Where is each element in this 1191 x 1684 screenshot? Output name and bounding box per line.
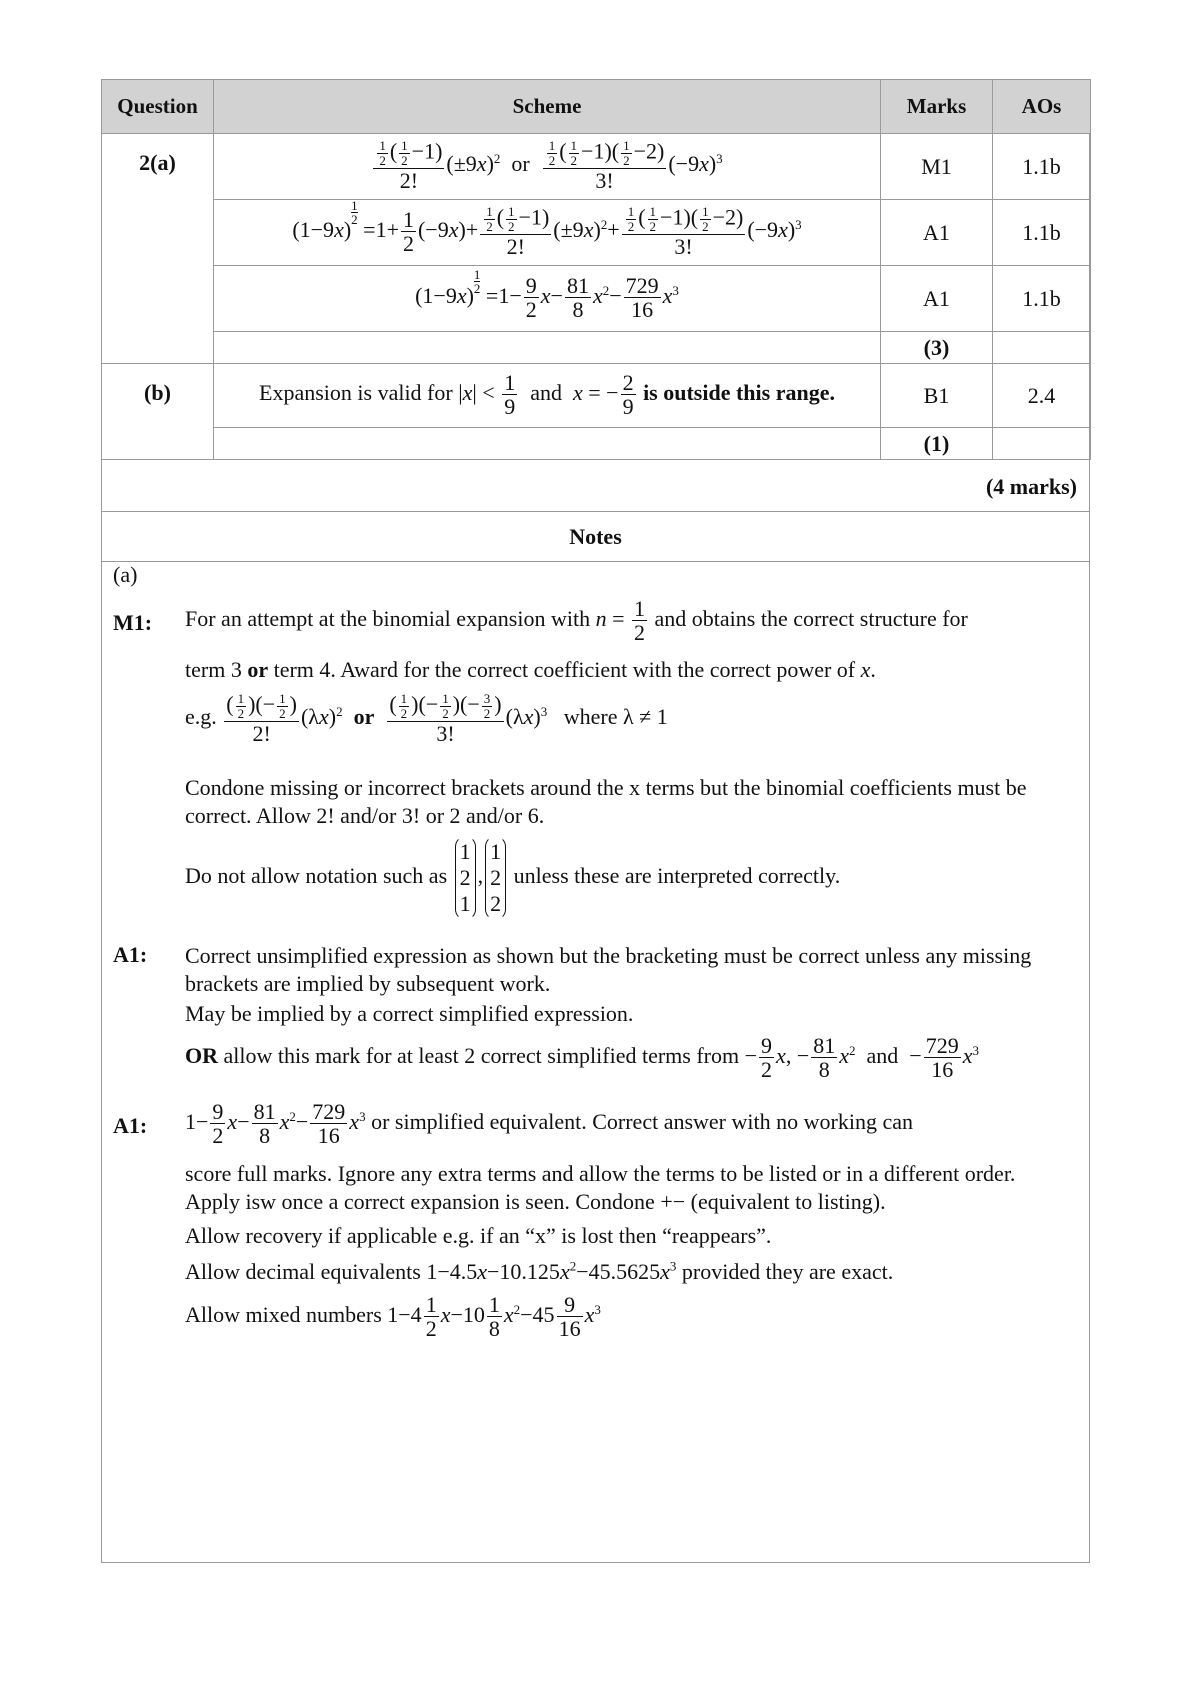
table-row	[102, 134, 1091, 200]
header-scheme: Scheme	[214, 80, 881, 134]
mark-b1: B1	[881, 364, 993, 428]
m1-condone: Condone missing or incorrect brackets around the x terms but the binomial coefficients must be correct. Allow 2! and/or 3! or 2 and/or 6.	[185, 775, 1027, 828]
mark-scheme-table	[101, 79, 1091, 460]
m1-notation: Do not allow notation such as 1 2 1,1 2 2 unless these are interpreted correctly.	[185, 836, 1085, 920]
notes-part-a: (a)	[113, 562, 138, 587]
a1-text1: Correct unsimplified expression as shown but the bracketing must be correct unless any missing brackets are implied by subsequent work.	[185, 943, 1032, 996]
scheme-a1-unsimplified: (1−9x) 1 2 =1+ $\frac{1}{2}$ (−9x)+ $\frac{1}{2}$ ( $\frac{1}{2}$ −1) 2! $(\pm 9x)^2+$ $\frac{1}{2}$ ( $\frac{1}{2}$ −1)( $\frac{1}{2}$ −2) 3! $(-9x)^3$	[214, 200, 881, 266]
m1-example: e.g. ( $\frac{1}{2}$ )(− $\frac{1}{2}$ ) 2! $(\lambda x)^2$ or ( $\frac{1}{2}$ )(− $\frac{1}{2}$ )(− $\frac{3}{2}$ ) 3! $(\lambda x)^3$ where λ ≠ 1	[185, 691, 668, 746]
subtotal-b: (1)	[881, 428, 993, 460]
or-text: or	[511, 151, 530, 177]
header-aos: AOs	[993, 80, 1091, 134]
table-row	[102, 364, 1091, 428]
header-question: Question	[102, 80, 214, 134]
a1-text2: May be implied by a correct simplified expression.	[185, 1001, 634, 1026]
ao-m1: 1.1b	[993, 134, 1091, 200]
ao-b1: 2.4	[993, 364, 1091, 428]
question-label-2a: 2(a)	[102, 134, 214, 364]
m1-text-line2: term 3 or term 4. Award for the correct coefficient with the correct power of x.	[185, 657, 876, 682]
mark-m1: M1	[881, 134, 993, 200]
a1b-text5: Allow mixed numbers 1−4 $\frac{1}{2}$ x−10 $\frac{1}{8}$ $x^2-45$ $\frac{9}{16}$ $x^3$	[185, 1292, 601, 1342]
ao-a1-2: 1.1b	[993, 266, 1091, 332]
a1b-text1: 1− $\frac{9}{2}$ x− $\frac{81}{8}$ $x^2-$ $\frac{729}{16}$ $x^3$ or simplified equivalent. Correct answer with no working can	[185, 1099, 913, 1149]
table-row	[102, 332, 1091, 364]
scheme-a1-simplified: (1−9x) 1 2 =1− $\frac{9}{2}$ x− $\frac{81}{8}$ $x^2-$ $\frac{729}{16}$ $x^3$	[214, 266, 881, 332]
scheme-b1: Expansion is valid for |x| < $\frac{1}{9}$ and x = − $\frac{2}{9}$ is outside this range.	[214, 364, 881, 428]
subtotal-a: (3)	[881, 332, 993, 364]
ao-a1-1: 1.1b	[993, 200, 1091, 266]
mark-a1-1: A1	[881, 200, 993, 266]
total-marks: (4 marks)	[101, 462, 1090, 512]
a1-text3: OR allow this mark for at least 2 correct simplified terms from − $\frac{9}{2}$ x, − $\frac{81}{8}$ $x^2$ and − $\frac{729}{16}$ $x^3$	[185, 1033, 979, 1083]
m1-text: For an attempt at the binomial expansion with n = $\frac{1}{2}$ and obtains the correct structure for	[185, 596, 968, 646]
a1b-text2: score full marks. Ignore any extra terms and allow the terms to be listed or in a different order. Apply isw once a correct expansion is seen. Condone +− (equivalent to listing).	[185, 1161, 1016, 1214]
table-row	[102, 428, 1091, 460]
notes-heading: Notes	[101, 512, 1090, 562]
a1b-label: A1:	[113, 1113, 148, 1138]
mark-a1-2: A1	[881, 266, 993, 332]
a1b-text4: Allow decimal equivalents $1-4.5x-10.125x^2-45.5625x^3$ provided they are exact.	[185, 1258, 894, 1284]
table-row	[102, 266, 1091, 332]
table-row	[102, 200, 1091, 266]
table-header	[102, 80, 1091, 134]
scheme-m1: $\frac{1}{2}$ ( $\frac{1}{2}$ −1) 2! $(\pm 9x)^2$ or $\frac{1}{2}$ ( $\frac{1}{2}$ −1)( $\frac{1}{2}$ −2) 3! $(-9x)^3$	[214, 134, 881, 200]
a1-label: A1:	[113, 942, 148, 967]
header-marks: Marks	[881, 80, 993, 134]
m1-label: M1:	[113, 610, 153, 635]
question-label-2b: (b)	[102, 364, 214, 460]
a1b-text3: Allow recovery if applicable e.g. if an “x” is lost then “reappears”.	[185, 1223, 772, 1248]
